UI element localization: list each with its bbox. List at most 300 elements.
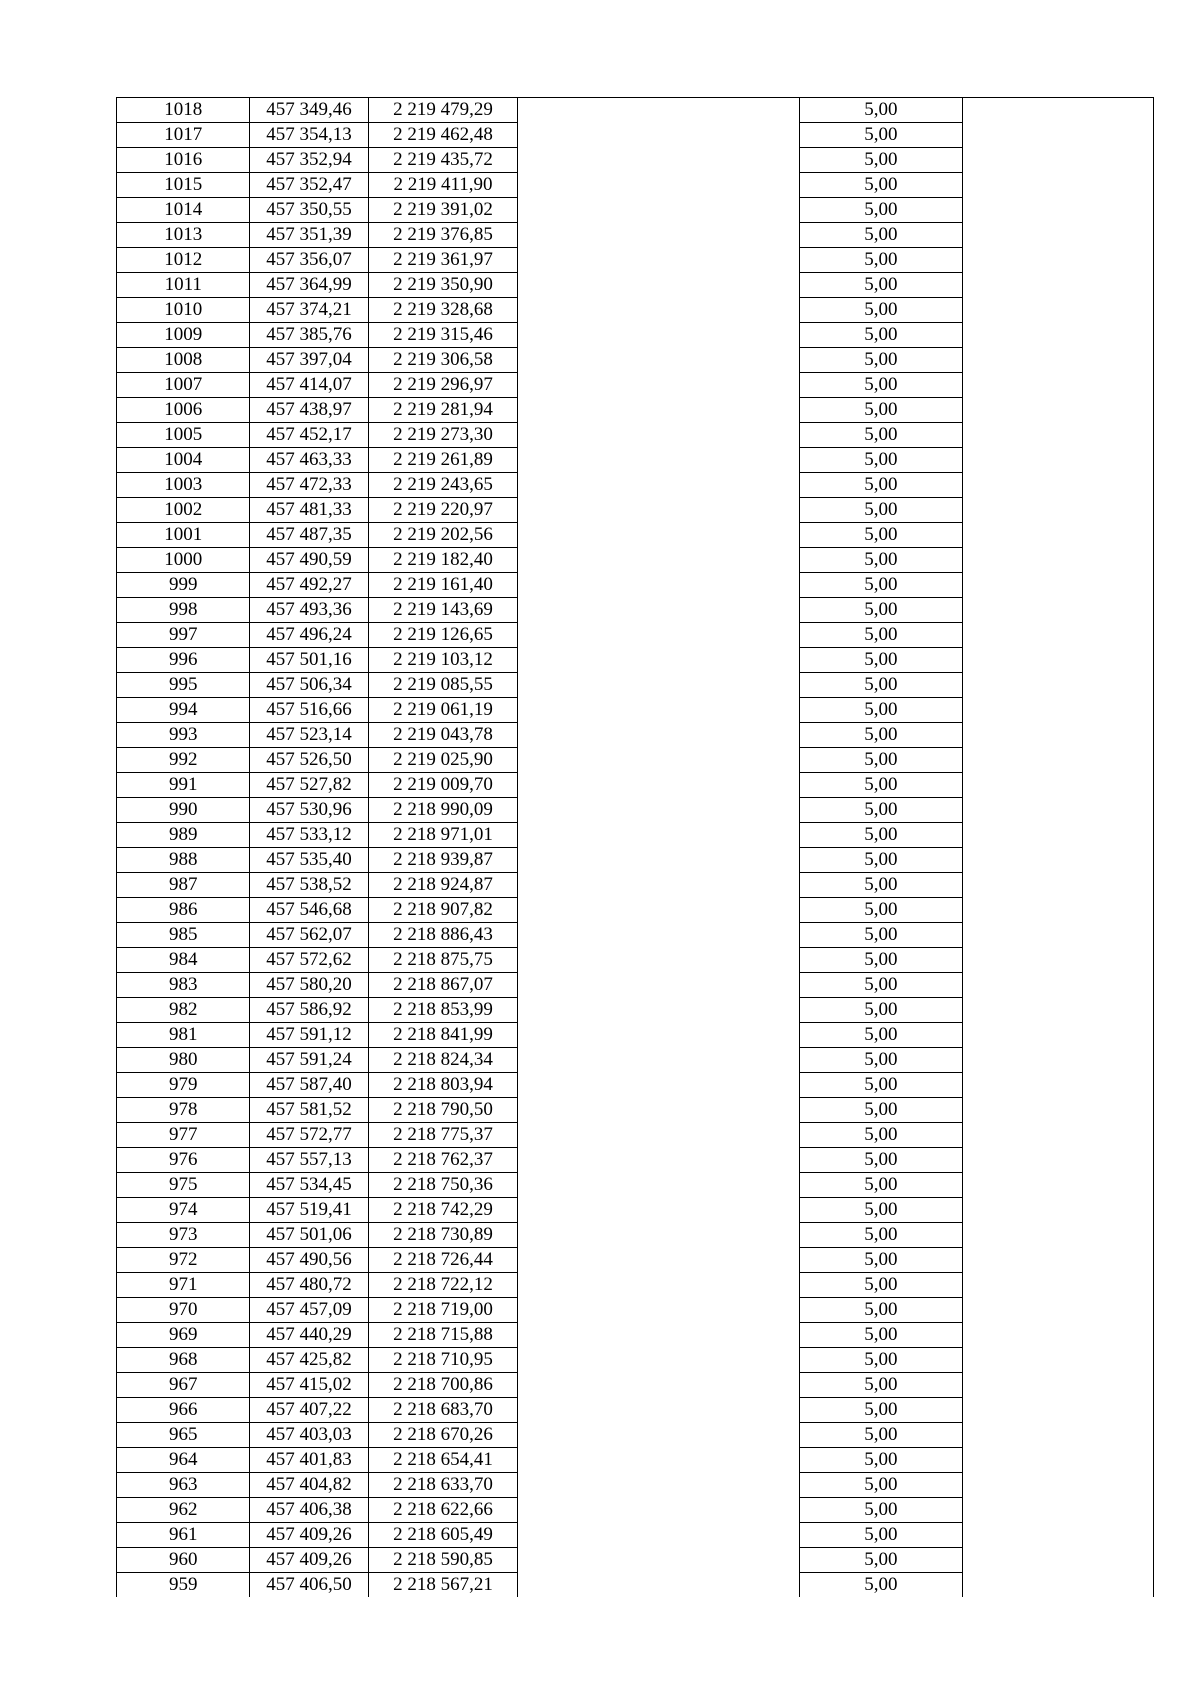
accuracy-cell: 5,00 — [799, 1198, 962, 1223]
y-coordinate-cell: 2 218 841,99 — [368, 1023, 518, 1048]
table-row — [117, 1023, 1154, 1048]
accuracy-cell: 5,00 — [799, 923, 962, 948]
point-number-cell: 1000 — [117, 548, 250, 573]
table-row — [117, 1098, 1154, 1123]
point-number-cell: 960 — [117, 1548, 250, 1573]
empty-cell — [962, 498, 1153, 523]
point-number-cell: 995 — [117, 673, 250, 698]
empty-cell — [962, 173, 1153, 198]
accuracy-cell: 5,00 — [799, 1173, 962, 1198]
table-row — [117, 398, 1154, 423]
point-number-cell: 978 — [117, 1098, 250, 1123]
accuracy-cell: 5,00 — [799, 698, 962, 723]
empty-cell — [518, 923, 799, 948]
table-row — [117, 198, 1154, 223]
accuracy-cell: 5,00 — [799, 298, 962, 323]
empty-cell — [962, 1473, 1153, 1498]
accuracy-cell: 5,00 — [799, 748, 962, 773]
accuracy-cell: 5,00 — [799, 223, 962, 248]
x-coordinate-cell: 457 350,55 — [250, 198, 368, 223]
empty-cell — [962, 1398, 1153, 1423]
y-coordinate-cell: 2 219 085,55 — [368, 673, 518, 698]
empty-cell — [962, 648, 1153, 673]
y-coordinate-cell: 2 219 479,29 — [368, 98, 518, 123]
empty-cell — [518, 523, 799, 548]
table-row — [117, 748, 1154, 773]
point-number-cell: 990 — [117, 798, 250, 823]
empty-cell — [962, 1373, 1153, 1398]
x-coordinate-cell: 457 351,39 — [250, 223, 368, 248]
y-coordinate-cell: 2 219 435,72 — [368, 148, 518, 173]
empty-cell — [962, 1073, 1153, 1098]
y-coordinate-cell: 2 218 790,50 — [368, 1098, 518, 1123]
x-coordinate-cell: 457 534,45 — [250, 1173, 368, 1198]
x-coordinate-cell: 457 385,76 — [250, 323, 368, 348]
empty-cell — [962, 1548, 1153, 1573]
table-row — [117, 223, 1154, 248]
table-row — [117, 798, 1154, 823]
x-coordinate-cell: 457 591,24 — [250, 1048, 368, 1073]
y-coordinate-cell: 2 218 683,70 — [368, 1398, 518, 1423]
empty-cell — [962, 748, 1153, 773]
point-number-cell: 973 — [117, 1223, 250, 1248]
accuracy-cell: 5,00 — [799, 1523, 962, 1548]
y-coordinate-cell: 2 219 243,65 — [368, 473, 518, 498]
x-coordinate-cell: 457 457,09 — [250, 1298, 368, 1323]
x-coordinate-cell: 457 397,04 — [250, 348, 368, 373]
empty-cell — [518, 1473, 799, 1498]
empty-cell — [962, 298, 1153, 323]
empty-cell — [518, 1098, 799, 1123]
point-number-cell: 992 — [117, 748, 250, 773]
y-coordinate-cell: 2 219 328,68 — [368, 298, 518, 323]
y-coordinate-cell: 2 219 220,97 — [368, 498, 518, 523]
table-row — [117, 348, 1154, 373]
y-coordinate-cell: 2 219 043,78 — [368, 723, 518, 748]
accuracy-cell: 5,00 — [799, 773, 962, 798]
x-coordinate-cell: 457 425,82 — [250, 1348, 368, 1373]
table-row — [117, 998, 1154, 1023]
x-coordinate-cell: 457 581,52 — [250, 1098, 368, 1123]
empty-cell — [518, 648, 799, 673]
x-coordinate-cell: 457 374,21 — [250, 298, 368, 323]
x-coordinate-cell: 457 480,72 — [250, 1273, 368, 1298]
x-coordinate-cell: 457 472,33 — [250, 473, 368, 498]
empty-cell — [962, 323, 1153, 348]
table-row — [117, 623, 1154, 648]
y-coordinate-cell: 2 218 590,85 — [368, 1548, 518, 1573]
empty-cell — [962, 1423, 1153, 1448]
accuracy-cell: 5,00 — [799, 1573, 962, 1598]
table-row — [117, 1073, 1154, 1098]
accuracy-cell: 5,00 — [799, 1098, 962, 1123]
empty-cell — [962, 1448, 1153, 1473]
y-coordinate-cell: 2 219 261,89 — [368, 448, 518, 473]
accuracy-cell: 5,00 — [799, 1423, 962, 1448]
empty-cell — [518, 623, 799, 648]
empty-cell — [518, 348, 799, 373]
table-row — [117, 548, 1154, 573]
x-coordinate-cell: 457 586,92 — [250, 998, 368, 1023]
empty-cell — [518, 498, 799, 523]
point-number-cell: 962 — [117, 1498, 250, 1523]
empty-cell — [518, 298, 799, 323]
table-row — [117, 448, 1154, 473]
accuracy-cell: 5,00 — [799, 673, 962, 698]
empty-cell — [962, 423, 1153, 448]
table-row — [117, 523, 1154, 548]
empty-cell — [962, 973, 1153, 998]
accuracy-cell: 5,00 — [799, 1073, 962, 1098]
empty-cell — [518, 1423, 799, 1448]
table-row — [117, 723, 1154, 748]
x-coordinate-cell: 457 519,41 — [250, 1198, 368, 1223]
y-coordinate-cell: 2 219 306,58 — [368, 348, 518, 373]
empty-cell — [962, 473, 1153, 498]
accuracy-cell: 5,00 — [799, 1123, 962, 1148]
accuracy-cell: 5,00 — [799, 623, 962, 648]
table-row — [117, 1298, 1154, 1323]
point-number-cell: 1014 — [117, 198, 250, 223]
empty-cell — [518, 1298, 799, 1323]
table-row — [117, 573, 1154, 598]
empty-cell — [518, 748, 799, 773]
table-row — [117, 498, 1154, 523]
empty-cell — [518, 473, 799, 498]
point-number-cell: 1005 — [117, 423, 250, 448]
x-coordinate-cell: 457 527,82 — [250, 773, 368, 798]
table-row — [117, 148, 1154, 173]
x-coordinate-cell: 457 401,83 — [250, 1448, 368, 1473]
accuracy-cell: 5,00 — [799, 1048, 962, 1073]
point-number-cell: 965 — [117, 1423, 250, 1448]
empty-cell — [518, 1173, 799, 1198]
coordinates-table — [116, 97, 1154, 1597]
x-coordinate-cell: 457 352,94 — [250, 148, 368, 173]
table-row — [117, 1123, 1154, 1148]
point-number-cell: 1011 — [117, 273, 250, 298]
empty-cell — [518, 373, 799, 398]
y-coordinate-cell: 2 218 567,21 — [368, 1573, 518, 1598]
table-row — [117, 473, 1154, 498]
accuracy-cell: 5,00 — [799, 348, 962, 373]
point-number-cell: 1016 — [117, 148, 250, 173]
y-coordinate-cell: 2 219 009,70 — [368, 773, 518, 798]
x-coordinate-cell: 457 349,46 — [250, 98, 368, 123]
accuracy-cell: 5,00 — [799, 998, 962, 1023]
point-number-cell: 974 — [117, 1198, 250, 1223]
y-coordinate-cell: 2 218 654,41 — [368, 1448, 518, 1473]
empty-cell — [518, 948, 799, 973]
accuracy-cell: 5,00 — [799, 1373, 962, 1398]
accuracy-cell: 5,00 — [799, 1248, 962, 1273]
empty-cell — [962, 98, 1153, 123]
empty-cell — [518, 1048, 799, 1073]
x-coordinate-cell: 457 530,96 — [250, 798, 368, 823]
empty-cell — [518, 173, 799, 198]
empty-cell — [518, 1498, 799, 1523]
x-coordinate-cell: 457 506,34 — [250, 673, 368, 698]
point-number-cell: 1010 — [117, 298, 250, 323]
empty-cell — [962, 923, 1153, 948]
y-coordinate-cell: 2 218 700,86 — [368, 1373, 518, 1398]
empty-cell — [962, 723, 1153, 748]
table-row — [117, 698, 1154, 723]
empty-cell — [518, 573, 799, 598]
empty-cell — [962, 1198, 1153, 1223]
empty-cell — [518, 1548, 799, 1573]
point-number-cell: 979 — [117, 1073, 250, 1098]
empty-cell — [518, 773, 799, 798]
table-row — [117, 1473, 1154, 1498]
empty-cell — [518, 1348, 799, 1373]
y-coordinate-cell: 2 219 411,90 — [368, 173, 518, 198]
empty-cell — [518, 1573, 799, 1598]
x-coordinate-cell: 457 501,06 — [250, 1223, 368, 1248]
point-number-cell: 989 — [117, 823, 250, 848]
x-coordinate-cell: 457 409,26 — [250, 1548, 368, 1573]
y-coordinate-cell: 2 219 281,94 — [368, 398, 518, 423]
x-coordinate-cell: 457 438,97 — [250, 398, 368, 423]
accuracy-cell: 5,00 — [799, 1498, 962, 1523]
table-row — [117, 1573, 1154, 1598]
accuracy-cell: 5,00 — [799, 198, 962, 223]
y-coordinate-cell: 2 218 730,89 — [368, 1223, 518, 1248]
coordinates-table-body — [117, 98, 1154, 1598]
table-row — [117, 673, 1154, 698]
table-row — [117, 248, 1154, 273]
table-row — [117, 923, 1154, 948]
accuracy-cell: 5,00 — [799, 973, 962, 998]
empty-cell — [518, 1023, 799, 1048]
empty-cell — [518, 998, 799, 1023]
table-row — [117, 173, 1154, 198]
y-coordinate-cell: 2 219 462,48 — [368, 123, 518, 148]
empty-cell — [518, 1073, 799, 1098]
x-coordinate-cell: 457 557,13 — [250, 1148, 368, 1173]
x-coordinate-cell: 457 526,50 — [250, 748, 368, 773]
x-coordinate-cell: 457 587,40 — [250, 1073, 368, 1098]
accuracy-cell: 5,00 — [799, 948, 962, 973]
x-coordinate-cell: 457 406,38 — [250, 1498, 368, 1523]
x-coordinate-cell: 457 356,07 — [250, 248, 368, 273]
point-number-cell: 1015 — [117, 173, 250, 198]
table-row — [117, 1448, 1154, 1473]
point-number-cell: 994 — [117, 698, 250, 723]
accuracy-cell: 5,00 — [799, 98, 962, 123]
accuracy-cell: 5,00 — [799, 1298, 962, 1323]
empty-cell — [962, 1523, 1153, 1548]
point-number-cell: 1018 — [117, 98, 250, 123]
accuracy-cell: 5,00 — [799, 1398, 962, 1423]
empty-cell — [962, 1098, 1153, 1123]
point-number-cell: 966 — [117, 1398, 250, 1423]
x-coordinate-cell: 457 409,26 — [250, 1523, 368, 1548]
x-coordinate-cell: 457 364,99 — [250, 273, 368, 298]
point-number-cell: 988 — [117, 848, 250, 873]
x-coordinate-cell: 457 546,68 — [250, 898, 368, 923]
table-row — [117, 1323, 1154, 1348]
table-row — [117, 323, 1154, 348]
empty-cell — [518, 1523, 799, 1548]
point-number-cell: 984 — [117, 948, 250, 973]
y-coordinate-cell: 2 218 990,09 — [368, 798, 518, 823]
accuracy-cell: 5,00 — [799, 823, 962, 848]
x-coordinate-cell: 457 538,52 — [250, 873, 368, 898]
point-number-cell: 967 — [117, 1373, 250, 1398]
empty-cell — [962, 773, 1153, 798]
empty-cell — [962, 273, 1153, 298]
y-coordinate-cell: 2 219 061,19 — [368, 698, 518, 723]
y-coordinate-cell: 2 219 391,02 — [368, 198, 518, 223]
point-number-cell: 980 — [117, 1048, 250, 1073]
x-coordinate-cell: 457 463,33 — [250, 448, 368, 473]
accuracy-cell: 5,00 — [799, 1348, 962, 1373]
empty-cell — [518, 98, 799, 123]
empty-cell — [518, 323, 799, 348]
accuracy-cell: 5,00 — [799, 173, 962, 198]
y-coordinate-cell: 2 218 715,88 — [368, 1323, 518, 1348]
empty-cell — [962, 873, 1153, 898]
accuracy-cell: 5,00 — [799, 573, 962, 598]
table-row — [117, 1273, 1154, 1298]
empty-cell — [962, 223, 1153, 248]
y-coordinate-cell: 2 219 315,46 — [368, 323, 518, 348]
x-coordinate-cell: 457 501,16 — [250, 648, 368, 673]
point-number-cell: 977 — [117, 1123, 250, 1148]
empty-cell — [962, 348, 1153, 373]
empty-cell — [518, 548, 799, 573]
y-coordinate-cell: 2 219 361,97 — [368, 248, 518, 273]
y-coordinate-cell: 2 218 853,99 — [368, 998, 518, 1023]
empty-cell — [962, 823, 1153, 848]
accuracy-cell: 5,00 — [799, 323, 962, 348]
y-coordinate-cell: 2 219 273,30 — [368, 423, 518, 448]
empty-cell — [518, 698, 799, 723]
point-number-cell: 976 — [117, 1148, 250, 1173]
y-coordinate-cell: 2 219 296,97 — [368, 373, 518, 398]
y-coordinate-cell: 2 218 622,66 — [368, 1498, 518, 1523]
empty-cell — [962, 148, 1153, 173]
table-row — [117, 273, 1154, 298]
x-coordinate-cell: 457 406,50 — [250, 1573, 368, 1598]
empty-cell — [518, 1198, 799, 1223]
table-row — [117, 823, 1154, 848]
empty-cell — [962, 523, 1153, 548]
empty-cell — [518, 148, 799, 173]
y-coordinate-cell: 2 219 376,85 — [368, 223, 518, 248]
y-coordinate-cell: 2 218 762,37 — [368, 1148, 518, 1173]
point-number-cell: 1017 — [117, 123, 250, 148]
empty-cell — [518, 1398, 799, 1423]
x-coordinate-cell: 457 404,82 — [250, 1473, 368, 1498]
empty-cell — [962, 698, 1153, 723]
accuracy-cell: 5,00 — [799, 248, 962, 273]
empty-cell — [518, 1123, 799, 1148]
empty-cell — [518, 1223, 799, 1248]
empty-cell — [962, 198, 1153, 223]
empty-cell — [518, 848, 799, 873]
table-row — [117, 773, 1154, 798]
table-row — [117, 1423, 1154, 1448]
point-number-cell: 993 — [117, 723, 250, 748]
empty-cell — [962, 1123, 1153, 1148]
accuracy-cell: 5,00 — [799, 548, 962, 573]
empty-cell — [962, 948, 1153, 973]
point-number-cell: 1002 — [117, 498, 250, 523]
empty-cell — [962, 798, 1153, 823]
table-row — [117, 898, 1154, 923]
empty-cell — [962, 898, 1153, 923]
empty-cell — [518, 448, 799, 473]
empty-cell — [962, 573, 1153, 598]
x-coordinate-cell: 457 591,12 — [250, 1023, 368, 1048]
x-coordinate-cell: 457 452,17 — [250, 423, 368, 448]
y-coordinate-cell: 2 218 722,12 — [368, 1273, 518, 1298]
y-coordinate-cell: 2 219 182,40 — [368, 548, 518, 573]
point-number-cell: 991 — [117, 773, 250, 798]
accuracy-cell: 5,00 — [799, 1323, 962, 1348]
accuracy-cell: 5,00 — [799, 1148, 962, 1173]
empty-cell — [962, 248, 1153, 273]
accuracy-cell: 5,00 — [799, 598, 962, 623]
empty-cell — [962, 1323, 1153, 1348]
empty-cell — [962, 998, 1153, 1023]
accuracy-cell: 5,00 — [799, 1548, 962, 1573]
point-number-cell: 999 — [117, 573, 250, 598]
accuracy-cell: 5,00 — [799, 523, 962, 548]
table-row — [117, 1223, 1154, 1248]
y-coordinate-cell: 2 218 875,75 — [368, 948, 518, 973]
y-coordinate-cell: 2 218 775,37 — [368, 1123, 518, 1148]
accuracy-cell: 5,00 — [799, 648, 962, 673]
empty-cell — [962, 598, 1153, 623]
x-coordinate-cell: 457 414,07 — [250, 373, 368, 398]
table-row — [117, 948, 1154, 973]
point-number-cell: 987 — [117, 873, 250, 898]
y-coordinate-cell: 2 218 939,87 — [368, 848, 518, 873]
accuracy-cell: 5,00 — [799, 873, 962, 898]
table-row — [117, 1148, 1154, 1173]
x-coordinate-cell: 457 481,33 — [250, 498, 368, 523]
accuracy-cell: 5,00 — [799, 848, 962, 873]
table-row — [117, 98, 1154, 123]
x-coordinate-cell: 457 407,22 — [250, 1398, 368, 1423]
empty-cell — [518, 1148, 799, 1173]
x-coordinate-cell: 457 440,29 — [250, 1323, 368, 1348]
accuracy-cell: 5,00 — [799, 148, 962, 173]
table-row — [117, 1173, 1154, 1198]
x-coordinate-cell: 457 533,12 — [250, 823, 368, 848]
accuracy-cell: 5,00 — [799, 723, 962, 748]
accuracy-cell: 5,00 — [799, 398, 962, 423]
y-coordinate-cell: 2 218 907,82 — [368, 898, 518, 923]
point-number-cell: 981 — [117, 1023, 250, 1048]
empty-cell — [518, 123, 799, 148]
empty-cell — [518, 398, 799, 423]
y-coordinate-cell: 2 219 143,69 — [368, 598, 518, 623]
x-coordinate-cell: 457 354,13 — [250, 123, 368, 148]
y-coordinate-cell: 2 219 126,65 — [368, 623, 518, 648]
x-coordinate-cell: 457 496,24 — [250, 623, 368, 648]
empty-cell — [518, 423, 799, 448]
empty-cell — [962, 1298, 1153, 1323]
point-number-cell: 964 — [117, 1448, 250, 1473]
x-coordinate-cell: 457 493,36 — [250, 598, 368, 623]
empty-cell — [962, 1273, 1153, 1298]
point-number-cell: 1007 — [117, 373, 250, 398]
accuracy-cell: 5,00 — [799, 473, 962, 498]
